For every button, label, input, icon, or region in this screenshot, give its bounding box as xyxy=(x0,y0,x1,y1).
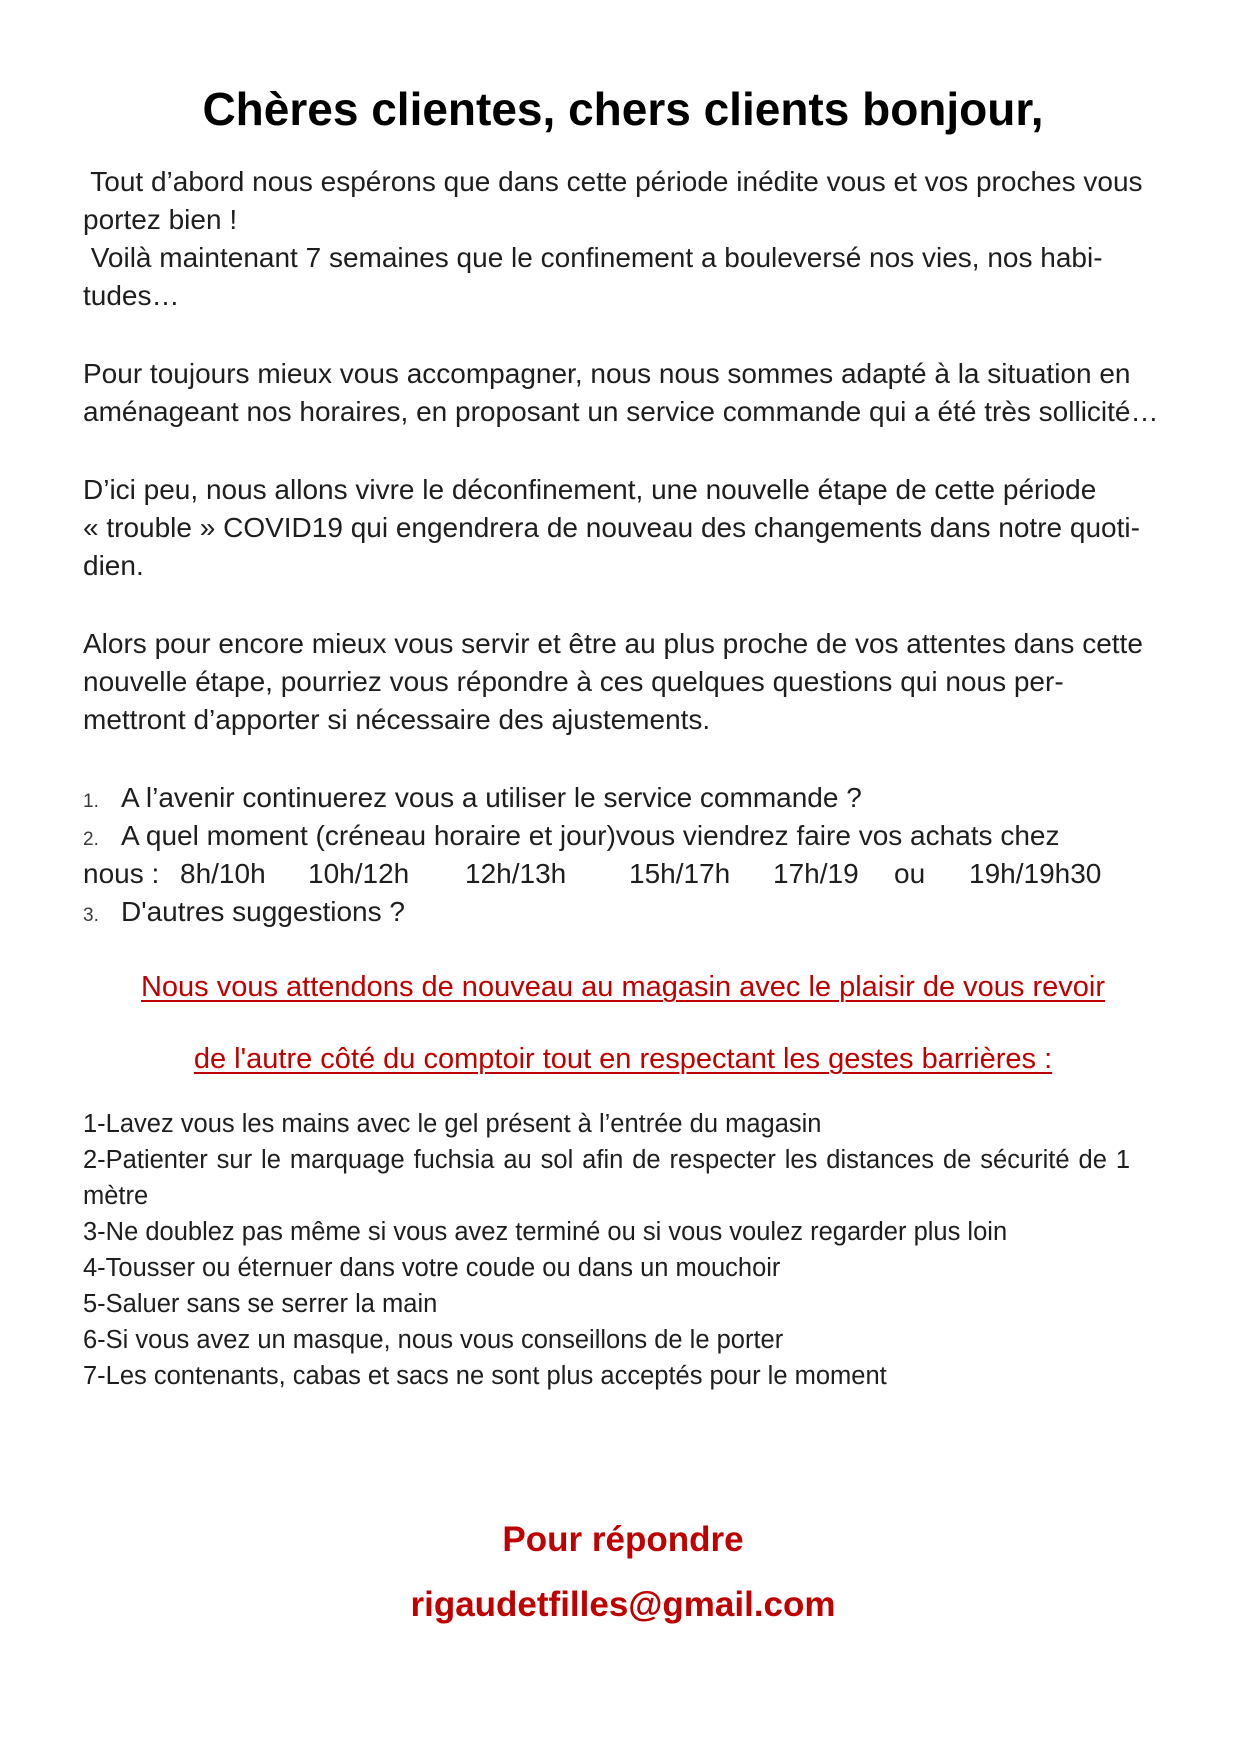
paragraph-line: mettront d’apporter si nécessaire des ajustements. xyxy=(83,704,711,735)
notice-line xyxy=(83,968,1163,1006)
time-slot: 17h/19 xyxy=(773,858,859,889)
notice-text: Nous vous attendons de nouveau au magasin avec le plaisir de vous revoir xyxy=(140,971,1106,1003)
paragraph-line: D’ici peu, nous allons vivre le déconfinement, une nouvelle étape de cette période xyxy=(83,474,1097,505)
paragraph-line: portez bien ! xyxy=(83,204,238,235)
barrier-gestures-list xyxy=(83,1106,1130,1394)
paragraph-line: Alors pour encore mieux vous servir et être au plus proche de vos attentes dans cette xyxy=(83,628,1143,659)
question-text: A l’avenir continuerez vous a utiliser le service commande ? xyxy=(121,782,862,813)
list-number: 2. xyxy=(83,829,99,850)
time-slot: 10h/12h xyxy=(308,858,410,889)
time-slots-label: nous : xyxy=(83,858,160,889)
page-title: Chères clientes, chers clients bonjour, xyxy=(202,83,1044,135)
survey-intro-paragraph xyxy=(83,625,1143,739)
paragraph-line: dien. xyxy=(83,550,144,581)
adaptation-paragraph xyxy=(83,355,1158,431)
rule-item: 6-Si vous avez un masque, nous vous conseillons de le porter xyxy=(83,1326,784,1354)
rule-item: 3-Ne doublez pas même si vous avez terminé ou si vous voulez regarder plus loin xyxy=(83,1218,1008,1246)
time-slot: 12h/13h xyxy=(465,858,567,889)
rule-item-continuation: mètre xyxy=(83,1182,149,1210)
paragraph-line: Tout d’abord nous espérons que dans cette période inédite vous et vos proches vous xyxy=(83,166,1143,197)
contact-email: rigaudetfilles@gmail.com xyxy=(410,1585,836,1624)
contact-heading: Pour répondre xyxy=(502,1520,744,1559)
time-slot: 15h/17h xyxy=(629,858,731,889)
question-item xyxy=(83,893,1163,931)
paragraph-line: Voilà maintenant 7 semaines que le confinement a bouleversé nos vies, nos habi- xyxy=(83,242,1103,273)
question-item xyxy=(83,779,1163,817)
paragraph-line: « trouble » COVID19 qui engendrera de nouveau des changements dans notre quoti- xyxy=(83,512,1140,543)
intro-paragraph xyxy=(83,163,1143,315)
time-slot: 19h/19h30 xyxy=(969,858,1102,889)
time-slots-row xyxy=(83,855,1163,893)
notice-text: de l'autre côté du comptoir tout en respectant les gestes barrières : xyxy=(193,1043,1053,1075)
paragraph-line: aménageant nos horaires, en proposant un service commande qui a été très sollicité… xyxy=(83,396,1159,427)
question-text: A quel moment (créneau horaire et jour)vous viendrez faire vos achats chez xyxy=(121,820,1060,851)
deconfinement-paragraph xyxy=(83,471,1140,585)
notice-line xyxy=(83,1040,1163,1078)
time-slot-separator: ou xyxy=(894,858,926,889)
questions-list xyxy=(83,779,1163,931)
paragraph-line: Pour toujours mieux vous accompagner, nous nous sommes adapté à la situation en xyxy=(83,358,1131,389)
rule-item: 1-Lavez vous les mains avec le gel présent à l’entrée du magasin xyxy=(83,1110,822,1138)
question-text: D'autres suggestions ? xyxy=(121,896,405,927)
rule-item: 2-Patienter sur le marquage fuchsia au sol afin de respecter les distances de sécurité de 1 xyxy=(83,1146,1130,1174)
rule-item: 5-Saluer sans se serrer la main xyxy=(83,1290,438,1318)
list-number: 3. xyxy=(83,905,99,926)
paragraph-line: tudes… xyxy=(83,280,180,311)
time-slot: 8h/10h xyxy=(180,858,266,889)
rule-item: 4-Tousser ou éternuer dans votre coude ou dans un mouchoir xyxy=(83,1254,781,1282)
paragraph-line: nouvelle étape, pourriez vous répondre à ces quelques questions qui nous per- xyxy=(83,666,1064,697)
question-item xyxy=(83,817,1163,855)
list-number: 1. xyxy=(83,791,99,812)
rule-item: 7-Les contenants, cabas et sacs ne sont plus acceptés pour le moment xyxy=(83,1362,887,1390)
